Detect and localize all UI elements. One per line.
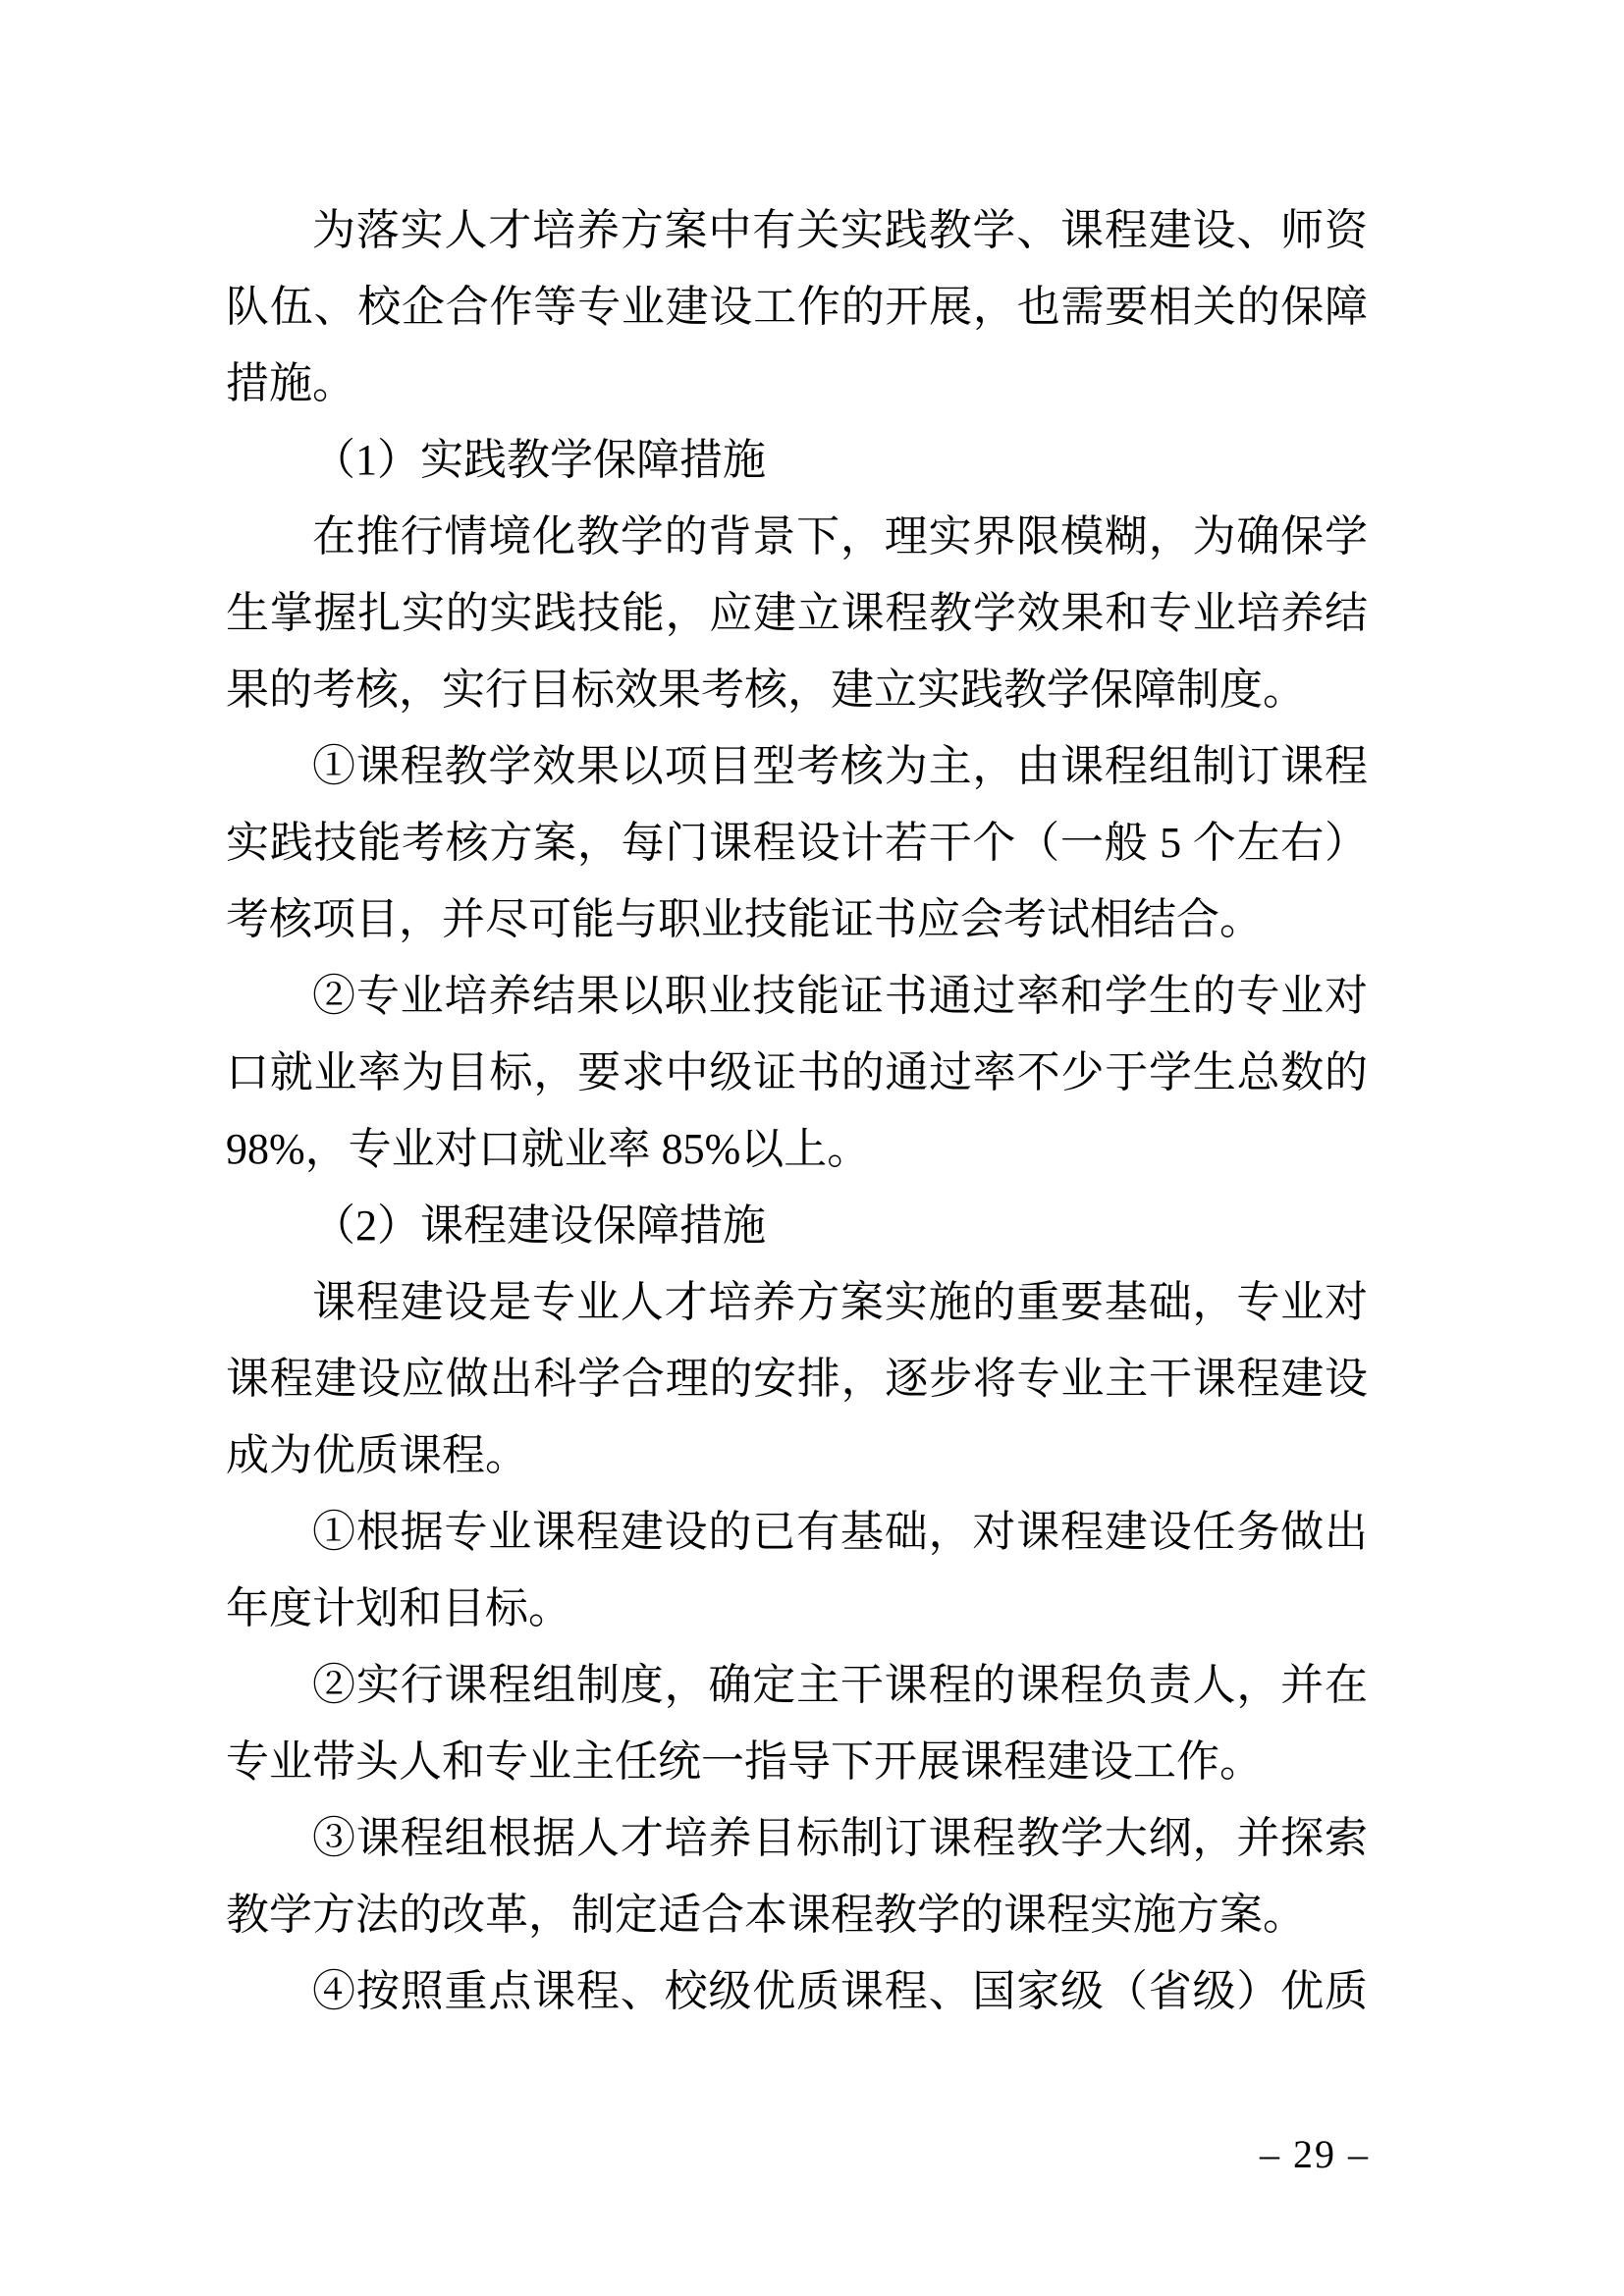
text-line: 为落实人才培养方案中有关实践教学、课程建设、师资 bbox=[312, 206, 1368, 254]
text-line: ②实行课程组制度，确定主干课程的课程负责人，并在 bbox=[312, 1661, 1368, 1709]
text-line: 口就业率为目标，要求中级证书的通过率不少于学生总数的 bbox=[226, 1048, 1368, 1096]
page-number: – 29 – bbox=[1260, 2132, 1370, 2176]
text-line: 实践技能考核方案，每门课程设计若干个（一般 5 个左右） bbox=[226, 819, 1368, 867]
section-heading: （1）实践教学保障措施 bbox=[312, 436, 766, 484]
text-line: ③课程组根据人才培养目标制订课程教学大纲，并探索 bbox=[312, 1814, 1368, 1862]
text-line: ④按照重点课程、校级优质课程、国家级（省级）优质 bbox=[312, 1967, 1368, 2015]
text-line: 课程建设是专业人才培养方案实施的重要基础，专业对 bbox=[312, 1278, 1368, 1326]
text-line: 成为优质课程。 bbox=[226, 1431, 528, 1479]
text-line: 在推行情境化教学的背景下，理实界限模糊，为确保学 bbox=[312, 512, 1368, 561]
text-line: 课程建设应做出科学合理的安排，逐步将专业主干课程建设 bbox=[226, 1355, 1368, 1403]
document-body bbox=[226, 192, 1368, 2030]
text-line: 专业带头人和专业主任统一指导下开展课程建设工作。 bbox=[226, 1737, 1263, 1786]
text-line: 生掌握扎实的实践技能，应建立课程教学效果和专业培养结 bbox=[226, 589, 1368, 637]
text-line: 教学方法的改革，制定适合本课程教学的课程实施方案。 bbox=[226, 1891, 1306, 1939]
text-line: 考核项目，并尽可能与职业技能证书应会考试相结合。 bbox=[226, 895, 1263, 943]
text-line: 队伍、校企合作等专业建设工作的开展，也需要相关的保障 bbox=[226, 283, 1368, 331]
section-heading: （2）课程建设保障措施 bbox=[312, 1201, 766, 1250]
text-line: ②专业培养结果以职业技能证书通过率和学生的专业对 bbox=[312, 972, 1368, 1020]
text-line: 98%，专业对口就业率 85%以上。 bbox=[226, 1125, 871, 1173]
text-line: ①课程教学效果以项目型考核为主，由课程组制订课程 bbox=[312, 742, 1368, 790]
text-line: ①根据专业课程建设的已有基础，对课程建设任务做出 bbox=[312, 1508, 1368, 1556]
text-line: 措施。 bbox=[226, 359, 355, 407]
text-line: 年度计划和目标。 bbox=[226, 1584, 571, 1632]
text-line: 果的考核，实行目标效果考核，建立实践教学保障制度。 bbox=[226, 666, 1306, 714]
